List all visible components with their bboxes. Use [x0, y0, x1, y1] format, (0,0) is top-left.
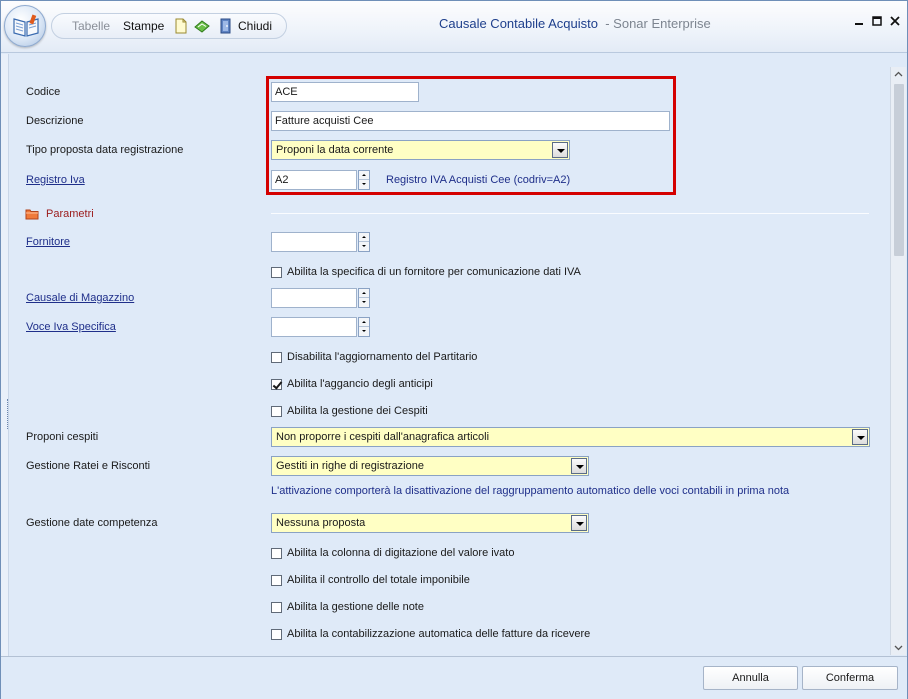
- spin-down-icon[interactable]: [359, 298, 369, 307]
- fatture-ricevere-label: Abilita la contabilizzazione automatica delle fatture da ricevere: [287, 628, 591, 640]
- parametri-section-title[interactable]: Parametri: [46, 208, 94, 220]
- registro-iva-spinner[interactable]: [358, 170, 370, 190]
- voce-iva-link[interactable]: Voce Iva Specifica: [26, 321, 116, 333]
- tipo-proposta-value: Proponi la data corrente: [276, 144, 394, 156]
- close-button[interactable]: [887, 13, 903, 29]
- spin-down-icon[interactable]: [359, 242, 369, 251]
- registro-iva-description: Registro IVA Acquisti Cee (codriv=A2): [386, 174, 571, 186]
- fornitore-link[interactable]: Fornitore: [26, 236, 71, 248]
- fornitore-specifica-checkbox[interactable]: [271, 267, 282, 278]
- anticipi-label: Abilita l'aggancio degli anticipi: [287, 378, 433, 390]
- causale-magazzino-spinner[interactable]: [358, 288, 370, 308]
- descrizione-input[interactable]: Fatture acquisti Cee: [271, 111, 670, 131]
- stampe-menu[interactable]: Stampe: [123, 19, 165, 33]
- fatture-ricevere-checkbox[interactable]: [271, 629, 282, 640]
- spin-down-icon[interactable]: [359, 327, 369, 336]
- voce-iva-input[interactable]: [271, 317, 357, 337]
- tipo-proposta-select[interactable]: [271, 140, 570, 160]
- conferma-button[interactable]: Conferma: [802, 666, 898, 690]
- codice-input[interactable]: ACE: [271, 82, 419, 102]
- spin-up-icon[interactable]: [359, 233, 369, 242]
- vertical-scrollbar[interactable]: [890, 67, 906, 655]
- scroll-down-icon[interactable]: [894, 643, 903, 652]
- date-competenza-value: Nessuna proposta: [276, 517, 366, 529]
- note-checkbox[interactable]: [271, 602, 282, 613]
- scroll-up-icon[interactable]: [894, 70, 903, 79]
- tabelle-menu[interactable]: Tabelle: [72, 19, 111, 33]
- chevron-down-icon[interactable]: [571, 515, 587, 531]
- valore-ivato-checkbox[interactable]: [271, 548, 282, 559]
- voce-iva-spinner[interactable]: [358, 317, 370, 337]
- close-icon: [890, 16, 900, 26]
- spin-down-icon[interactable]: [359, 180, 369, 189]
- registro-iva-input[interactable]: A2: [271, 170, 357, 190]
- exit-door-icon[interactable]: [218, 18, 234, 34]
- partitario-label: Disabilita l'aggiornamento del Partitario: [287, 351, 478, 363]
- totale-imponibile-checkbox[interactable]: [271, 575, 282, 586]
- chevron-down-icon[interactable]: [852, 429, 868, 445]
- minimize-button[interactable]: [851, 13, 867, 29]
- title-bar: [1, 1, 907, 53]
- ratei-risconti-info: L'attivazione comporterà la disattivazione del raggruppamento automatico delle voci contabili in prima nota: [271, 485, 790, 497]
- ratei-risconti-select[interactable]: [271, 456, 589, 476]
- minimize-icon: [854, 16, 864, 26]
- partitario-checkbox[interactable]: [271, 352, 282, 363]
- proponi-cespiti-select[interactable]: [271, 427, 870, 447]
- scrollbar-thumb[interactable]: [894, 84, 904, 256]
- left-panel-splitter[interactable]: [1, 54, 9, 658]
- app-menu-button[interactable]: [4, 5, 46, 47]
- chevron-down-icon[interactable]: [571, 458, 587, 474]
- proponi-cespiti-value: Non proporre i cespiti dall'anagrafica articoli: [276, 431, 490, 443]
- fornitore-spinner[interactable]: [358, 232, 370, 252]
- registro-iva-link[interactable]: Registro Iva: [26, 174, 85, 186]
- proponi-cespiti-label: Proponi cespiti: [26, 431, 99, 443]
- quick-access-toolbar: [51, 13, 287, 39]
- folder-icon: [25, 208, 39, 220]
- causale-magazzino-input[interactable]: [271, 288, 357, 308]
- spin-up-icon[interactable]: [359, 171, 369, 180]
- new-document-icon[interactable]: [173, 18, 189, 34]
- date-competenza-select[interactable]: [271, 513, 589, 533]
- maximize-button[interactable]: [869, 13, 885, 29]
- ratei-risconti-label: Gestione Ratei e Risconti: [26, 460, 151, 472]
- descrizione-label: Descrizione: [26, 115, 84, 127]
- annulla-button[interactable]: Annulla: [703, 666, 798, 690]
- valore-ivato-label: Abilita la colonna di digitazione del valore ivato: [287, 547, 515, 559]
- cespiti-checkbox[interactable]: [271, 406, 282, 417]
- cespiti-label: Abilita la gestione dei Cespiti: [287, 405, 428, 417]
- form-panel: [9, 67, 891, 655]
- fornitore-input[interactable]: [271, 232, 357, 252]
- maximize-icon: [872, 16, 882, 26]
- section-divider: [271, 213, 869, 214]
- ratei-risconti-value: Gestiti in righe di registrazione: [276, 460, 424, 472]
- anticipi-checkbox[interactable]: [271, 379, 282, 390]
- book-icon: [12, 14, 40, 38]
- date-competenza-label: Gestione date competenza: [26, 517, 158, 529]
- codice-label: Codice: [26, 86, 61, 98]
- window-title-main: Causale Contabile Acquisto: [439, 16, 598, 31]
- spin-up-icon[interactable]: [359, 318, 369, 327]
- footer-bar: [1, 656, 907, 699]
- window-title-app: - Sonar Enterprise: [605, 16, 711, 31]
- totale-imponibile-label: Abilita il controllo del totale imponibile: [287, 574, 470, 586]
- edit-icon[interactable]: [194, 18, 210, 34]
- tipo-proposta-label: Tipo proposta data registrazione: [26, 144, 184, 156]
- spin-up-icon[interactable]: [359, 289, 369, 298]
- causale-magazzino-link[interactable]: Causale di Magazzino: [26, 292, 135, 304]
- fornitore-specifica-label: Abilita la specifica di un fornitore per comunicazione dati IVA: [287, 266, 581, 278]
- chevron-down-icon[interactable]: [552, 142, 568, 158]
- window-title: [439, 16, 711, 31]
- chiudi-button[interactable]: Chiudi: [238, 19, 273, 33]
- note-label: Abilita la gestione delle note: [287, 601, 424, 613]
